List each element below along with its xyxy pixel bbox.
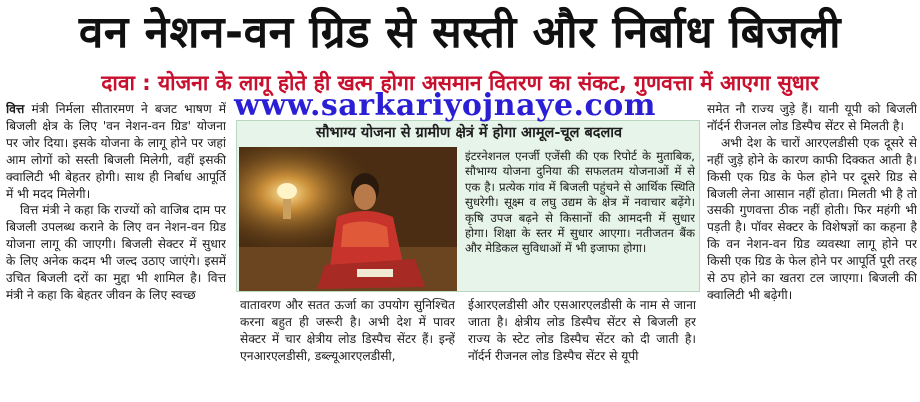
lead-word: वित्त — [6, 102, 25, 116]
column1-paragraph-1: मंत्री निर्मला सीतारमण ने बजट भाषण में बिजली क्षेत्र के लिए 'वन नेशन-वन ग्रिड' योजना पर जोर दिया। इसके योजना के लागू होने पर जहां आम लोगों को सस्ती बिजली मिलेगी, वहीं इसकी क्वालिटी भी बेहतर होगी। साथ ही निर्बाध आपूर्ति में भी मदद मिलेगी। — [6, 102, 226, 201]
article-column-3 — [468, 297, 696, 399]
article-column-1 — [6, 101, 226, 399]
article-column-2 — [240, 297, 455, 399]
column1-paragraph-2: वित्त मंत्री ने कहा कि राज्यों को वाजिब दाम पर बिजली उपलब्ध कराने के लिए वन नेशन-वन ग्रिड योजना लागू की जाएगी। बिजली सेक्टर में सुधार के लिए अनेक कदम भी जल्द उठाए जाएंगे। इसमें उचित बिजली दरों का मुद्दा भी शामिल है। वित्त मंत्री ने कहा कि बेहतर जीवन के लिए स्वच्छ — [6, 203, 226, 302]
subheadline: दावा : योजना के लागू होते ही खत्म होगा असमान वितरण का संकट, गुणवत्ता में आएगा सुधार — [101, 71, 819, 95]
headline: वन नेशन-वन ग्रिड से सस्ती और निर्बाध बिजली — [78, 7, 842, 58]
article-column-4 — [707, 101, 917, 399]
watermark-url: www.sarkariyojnaye.com — [234, 88, 656, 123]
photo-girl-studying-lamp — [239, 147, 457, 291]
box-title: सौभाग्य योजना से ग्रामीण क्षेत्रं में होगा आमूल-चूल बदलाव — [315, 125, 623, 141]
column4-paragraph-2: अभी देश के चारों आरएलडीसी एक दूसरे से नहीं जुड़े होने के कारण काफी दिक्कत आती है। किसी एक ग्रिड के फेल होने पर दूसरे ग्रिड से बिजली लेना आसान नहीं होता। मिलती भी है तो उसकी गुणवत्ता ठीक नहीं होती। फिर महंगी भी पड़ती है। पॉवर सेक्टर के विशेषज्ञों का कहना है कि वन नेशन-वन ग्रिड व्यवस्था लागू होने पर किसी एक ग्रिड के फेल होने पर आपूर्ति पूरी तरह से ठप होने का खतरा टल जाएगा। बिजली की क्वालिटी भी बढ़ेगी। — [707, 135, 917, 302]
box-text: इंटरनेशनल एनर्जी एजेंसी की एक रिपोर्ट के मुताबिक, सौभाग्य योजना दुनिया की सफलतम योजनाओं में से एक है। प्रत्येक गांव में बिजली पहुंचने से आर्थिक स्थिति सुधरेगी। सूक्ष्म व लघु उद्यम के क्षेत्र में नवाचार बढ़ेंगे। कृषि उपज बढ़ने से किसानों की आमदनी में सुधार होगा। शिक्षा के स्तर में सुधार आएगा। नतीजतन बैंक और मेडिकल सुविधाओं में भी इजाफा होगा। — [465, 149, 695, 256]
column3-text: ईआरएलडीसी और एसआरएलडीसी के नाम से जाना जाता है। क्षेत्रीय लोड डिस्पैच सेंटर से बिजली हर राज्य के स्टेट लोड डिस्पैच सेंटर को दी जाती है। नॉर्दर्न रीजनल लोड डिस्पैच सेंटर से यूपी — [468, 298, 696, 363]
column4-paragraph-1: समेत नौ राज्य जुड़े हैं। यानी यूपी को बिजली नॉर्दर्न रीजनल लोड डिस्पैच सेंटर से मिलती है। — [707, 102, 917, 133]
sidebar-box — [236, 120, 700, 292]
column2-text: वातावरण और सतत ऊर्जा का उपयोग सुनिश्चित करना बहुत ही जरूरी है। अभी देश में पावर सेक्टर में चार क्षेत्रीय लोड डिस्पैच सेंटर हैं। इन्हें एनआरएलडीसी, डब्ल्यूआरएलडीसी, — [240, 298, 455, 363]
